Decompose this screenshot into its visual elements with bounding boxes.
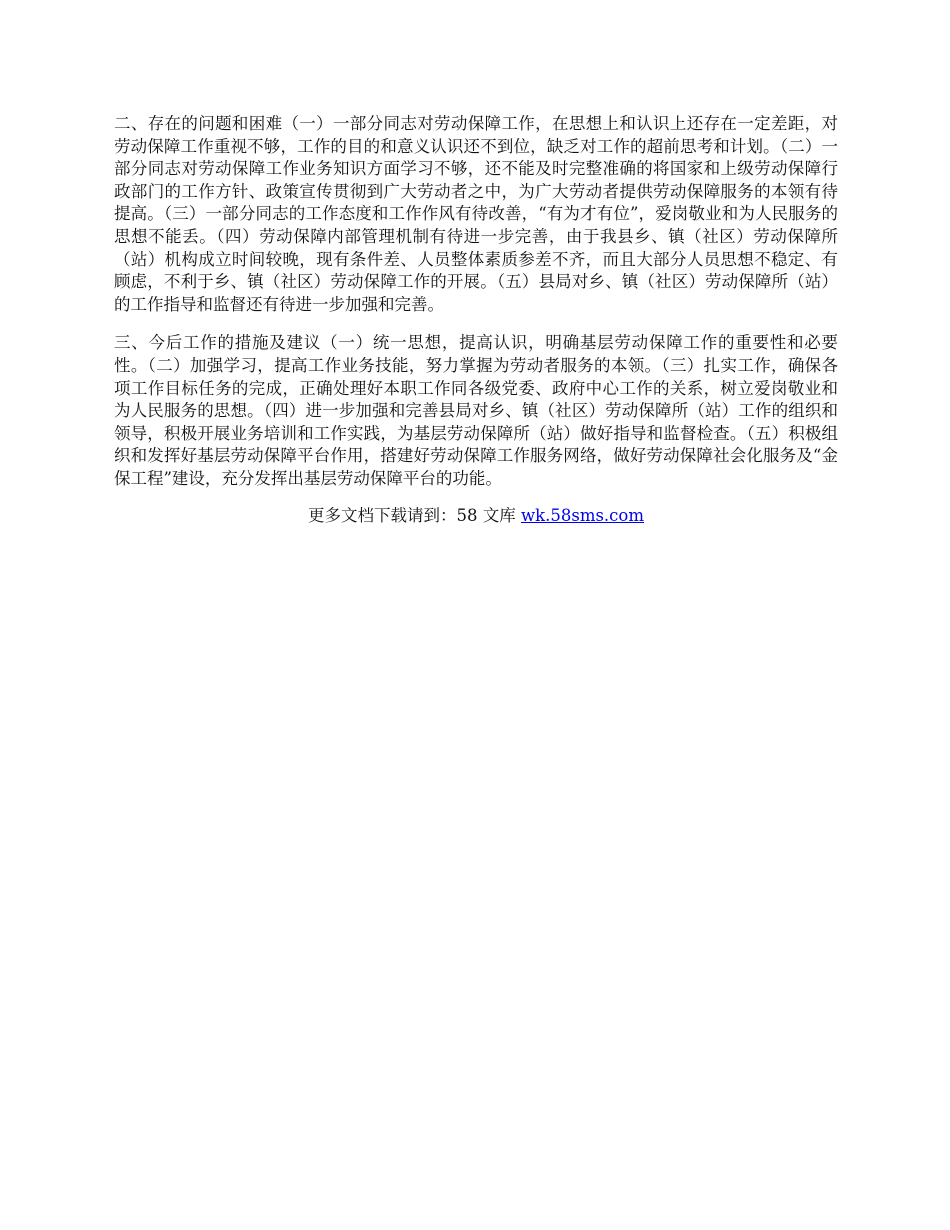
footer-prefix-text: 更多文档下载请到：58 文库 <box>307 505 521 525</box>
document-body <box>114 113 838 527</box>
footer-site-link[interactable]: wk.58sms.com <box>520 505 644 525</box>
download-footer <box>114 505 838 528</box>
paragraph-measures: 三、今后工作的措施及建议（一）统一思想，提高认识，明确基层劳动保障工作的重要性和必要性。（二）加强学习，提高工作业务技能，努力掌握为劳动者服务的本领。（三）扎实工作，确保各项工作目标任务的完成，正确处理好本职工作同各级党委、政府中心工作的关系，树立爱岗敬业和为人民服务的思想。（四）进一步加强和完善县局对乡、镇（社区）劳动保障所（站）工作的组织和领导，积极开展业务培训和工作实践，为基层劳动保障所（站）做好指导和监督检查。（五）积极组织和发挥好基层劳动保障平台作用，搭建好劳动保障工作服务网络，做好劳动保障社会化服务及“金保工程”建设，充分发挥出基层劳动保障平台的功能。 <box>114 333 838 488</box>
paragraph-problems: 二、存在的问题和困难（一）一部分同志对劳动保障工作，在思想上和认识上还存在一定差距，对劳动保障工作重视不够，工作的目的和意义认识还不到位，缺乏对工作的超前思考和计划。（二）一部分同志对劳动保障工作业务知识方面学习不够，还不能及时完整准确的将国家和上级劳动保障行政部门的工作方针、政策宣传贯彻到广大劳动者之中，为广大劳动者提供劳动保障服务的本领有待提高。（三）一部分同志的工作态度和工作作风有待改善，“有为才有位”，爱岗敬业和为人民服务的思想不能丢。（四）劳动保障内部管理机制有待进一步完善，由于我县乡、镇（社区）劳动保障所（站）机构成立时间较晚，现有条件差、人员整体素质参差不齐，而且大部分人员思想不稳定、有顾虑，不利于乡、镇（社区）劳动保障工作的开展。（五）县局对乡、镇（社区）劳动保障所（站）的工作指导和监督还有待进一步加强和完善。 <box>114 114 838 314</box>
